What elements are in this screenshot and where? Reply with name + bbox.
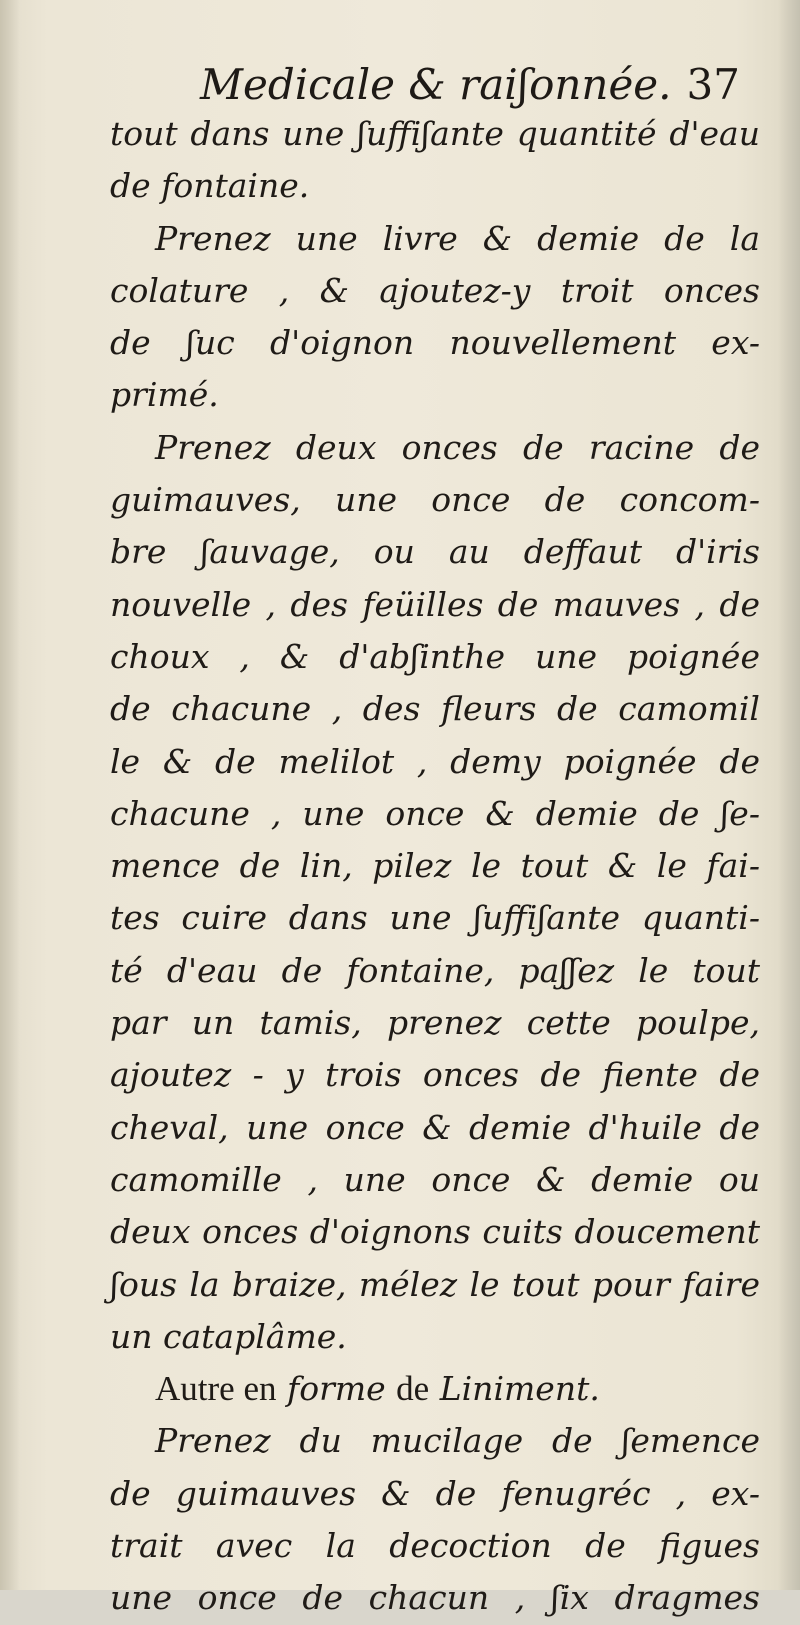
text-line: primé. [110,375,219,415]
text-line: cheval, une once & demie d'huile de [110,1107,760,1147]
page-right-edge [778,0,800,1590]
section-heading [110,1363,760,1415]
text-line: choux , & d'abʃinthe une poignée [110,636,760,676]
text-line: Prenez du mucilage de ʃemence [155,1421,760,1461]
text-line: nouvelle , des feüilles de mauves , de [110,584,760,624]
page-left-shadow [0,0,20,1590]
text-line: chacune , une once & demie de ʃe- [110,793,760,833]
heading-roman-word: de [396,1369,430,1409]
body-text [110,108,760,1625]
text-line: guimauves, une once de concom- [110,480,760,520]
text-line: deux onces d'oignons cuits doucement [110,1212,760,1252]
text-line: par un tamis, prenez cette poulpe, [110,1003,760,1043]
text-line: de chacune , des fleurs de camomil [110,689,760,729]
heading-prefix: Autre en [155,1369,277,1409]
heading-end: Liniment. [439,1369,600,1409]
text-line: Prenez une livre & demie de la [155,218,760,258]
text-line: une once de chacun , ʃix dragmes [110,1578,760,1618]
text-line: de guimauves & de fenugréc , ex- [110,1473,760,1513]
text-line: camomille , une once & demie ou [110,1159,760,1199]
text-block-recipe [110,108,760,1363]
text-line: bre ʃauvage, ou au deffaut d'iris [110,532,760,572]
text-line: trait avec la decoction de figues [110,1526,760,1566]
text-line: Prenez deux onces de racine de [155,427,760,467]
text-line: colature , & ajoutez-y troit onces [110,270,760,310]
text-line: tout dans une ʃuffiʃante quantité d'eau [110,114,760,153]
running-title: Medicale & raiʃonnée. [200,60,672,109]
text-line: de ʃuc d'oignon nouvellement ex- [110,323,760,363]
heading-italic-word: forme [286,1369,386,1409]
text-block-liniment [110,1415,760,1624]
text-line: un cataplâme. [110,1316,347,1356]
text-line: tes cuire dans une ʃuffiʃante quanti- [110,898,760,938]
text-line: le & de melilot , demy poignée de [110,741,760,781]
text-line: mence de lin, pilez le tout & le fai- [110,846,760,886]
page-number: 37 [686,60,740,109]
text-line: ajoutez - y trois onces de fiente de [110,1055,760,1095]
text-line: ʃous la braize, mélez le tout pour faire [110,1264,760,1304]
text-line: de fontaine. [110,166,310,206]
text-line: té d'eau de fontaine, paʃʃez le tout [110,950,760,990]
